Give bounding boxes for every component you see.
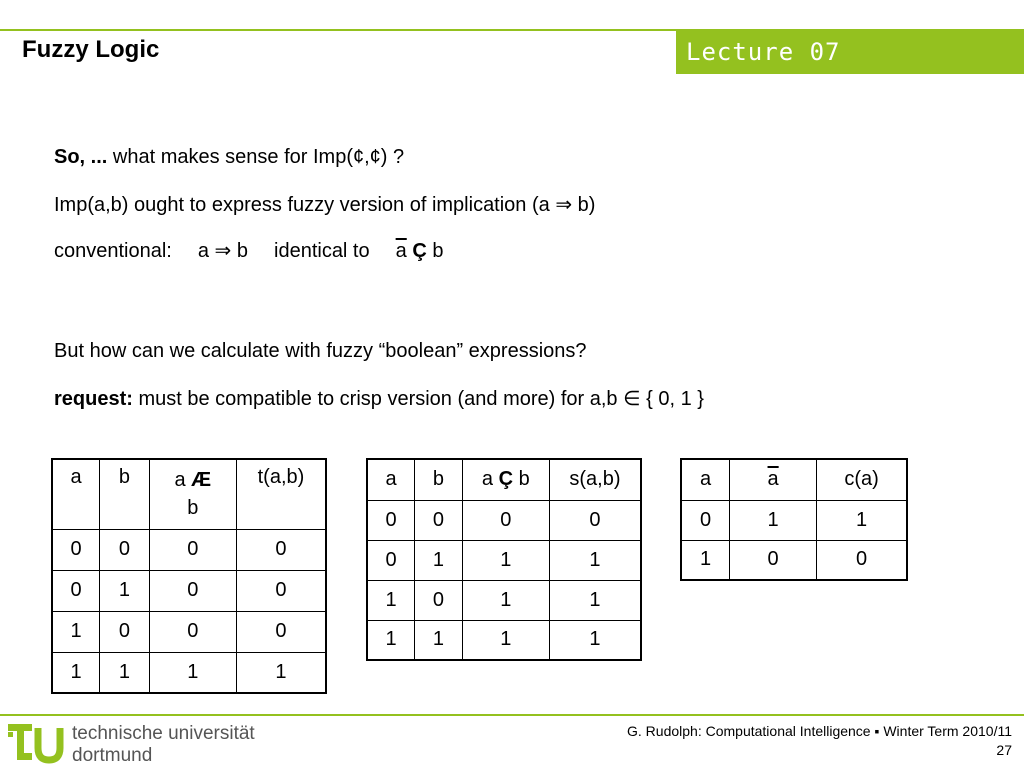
identical-label: identical to <box>274 240 370 262</box>
lecture-label: Lecture 07 <box>686 38 841 66</box>
body-line-2: Imp(a,b) ought to express fuzzy version of implication (a ⇒ b) <box>54 194 596 216</box>
table-cell: 1 <box>462 580 549 620</box>
table-cell: 0 <box>730 540 817 580</box>
table-cell: 1 <box>730 500 817 540</box>
table-cell: 0 <box>415 500 463 540</box>
table-row <box>367 580 641 620</box>
table-row <box>52 652 326 693</box>
table-cell: 0 <box>462 500 549 540</box>
table-row <box>681 540 907 580</box>
body-line-1 <box>54 146 404 169</box>
table-cell: 0 <box>817 540 907 580</box>
table-cell: 1 <box>236 652 326 693</box>
and-truth-table <box>51 458 327 694</box>
table-cell: 1 <box>415 620 463 660</box>
body-line-3 <box>54 238 443 263</box>
header-cell: $\overline{a}$ <box>730 459 817 500</box>
table-cell: 1 <box>462 620 549 660</box>
table-cell: 0 <box>100 529 150 570</box>
or-operator: Ç <box>412 240 427 262</box>
table-cell: 0 <box>236 611 326 652</box>
table-cell: 0 <box>367 500 415 540</box>
body-line-5 <box>54 386 704 411</box>
table-cell: 0 <box>149 529 236 570</box>
table-cell: 0 <box>367 540 415 580</box>
table-cell: 1 <box>100 570 150 611</box>
table-cell: 0 <box>236 570 326 611</box>
table-cell: 1 <box>681 540 730 580</box>
table-cell: 1 <box>52 611 100 652</box>
conventional-label: conventional: <box>54 240 172 262</box>
table-row <box>367 620 641 660</box>
tu-logo-icon <box>8 718 66 764</box>
table-cell: 1 <box>549 580 641 620</box>
table-cell: 1 <box>52 652 100 693</box>
header-cell: t(a,b) <box>236 459 326 529</box>
table-row <box>52 611 326 652</box>
request-text: must be compatible to crisp version (and more) for a,b ∈ { 0, 1 } <box>132 388 704 410</box>
header-cell: s(a,b) <box>549 459 641 500</box>
table-header-row <box>52 459 326 529</box>
table-cell: 1 <box>149 652 236 693</box>
table-cell: 1 <box>549 540 641 580</box>
table-row <box>681 500 907 540</box>
credit-text: G. Rudolph: Computational Intelligence ▪ Winter Term 2010/11 <box>627 723 1012 739</box>
header-cell: c(a) <box>817 459 907 500</box>
header-cell: b <box>100 459 150 529</box>
table-cell: 1 <box>462 540 549 580</box>
header-cell: a <box>52 459 100 529</box>
or-truth-table <box>366 458 642 661</box>
lecture-badge <box>676 31 1024 74</box>
table-row <box>52 529 326 570</box>
not-truth-table <box>680 458 908 581</box>
university-line-1: technische universität <box>72 723 255 744</box>
table-cell: 1 <box>817 500 907 540</box>
table-row <box>367 500 641 540</box>
footer-credit <box>627 722 1012 760</box>
page-number: 27 <box>996 742 1012 758</box>
table-cell: 0 <box>681 500 730 540</box>
table-cell: 1 <box>367 580 415 620</box>
table-cell: 1 <box>415 540 463 580</box>
implication-expr: a ⇒ b <box>197 240 248 262</box>
table-cell: 1 <box>100 652 150 693</box>
table-header-row <box>681 459 907 500</box>
table-row <box>52 570 326 611</box>
header-cell: a <box>681 459 730 500</box>
table-cell: 0 <box>149 611 236 652</box>
so-label: So, ... <box>54 146 108 168</box>
header-cell: a <box>367 459 415 500</box>
question-text: what makes sense for Imp(¢,¢) ? <box>107 146 405 168</box>
table-cell: 1 <box>367 620 415 660</box>
table-cell: 0 <box>236 529 326 570</box>
table-cell: 0 <box>100 611 150 652</box>
table-cell: 0 <box>52 529 100 570</box>
body-line-4: But how can we calculate with fuzzy “boolean” expressions? <box>54 340 587 362</box>
header-cell: a Æ b <box>149 459 236 529</box>
slide-title: Fuzzy Logic <box>22 36 160 63</box>
negated-a: $\overline{a}$ <box>395 240 407 262</box>
table-header-row <box>367 459 641 500</box>
table-cell: 0 <box>415 580 463 620</box>
table-cell: 1 <box>549 620 641 660</box>
header-cell: a Ç b <box>462 459 549 500</box>
table-cell: 0 <box>52 570 100 611</box>
university-name <box>72 723 255 767</box>
table-cell: 0 <box>549 500 641 540</box>
header-cell: b <box>415 459 463 500</box>
table-cell: 0 <box>149 570 236 611</box>
footer-rule <box>0 714 1024 716</box>
table-row <box>367 540 641 580</box>
request-label: request: <box>54 388 133 410</box>
var-b: b <box>432 240 444 262</box>
university-line-2: dortmund <box>72 745 153 766</box>
